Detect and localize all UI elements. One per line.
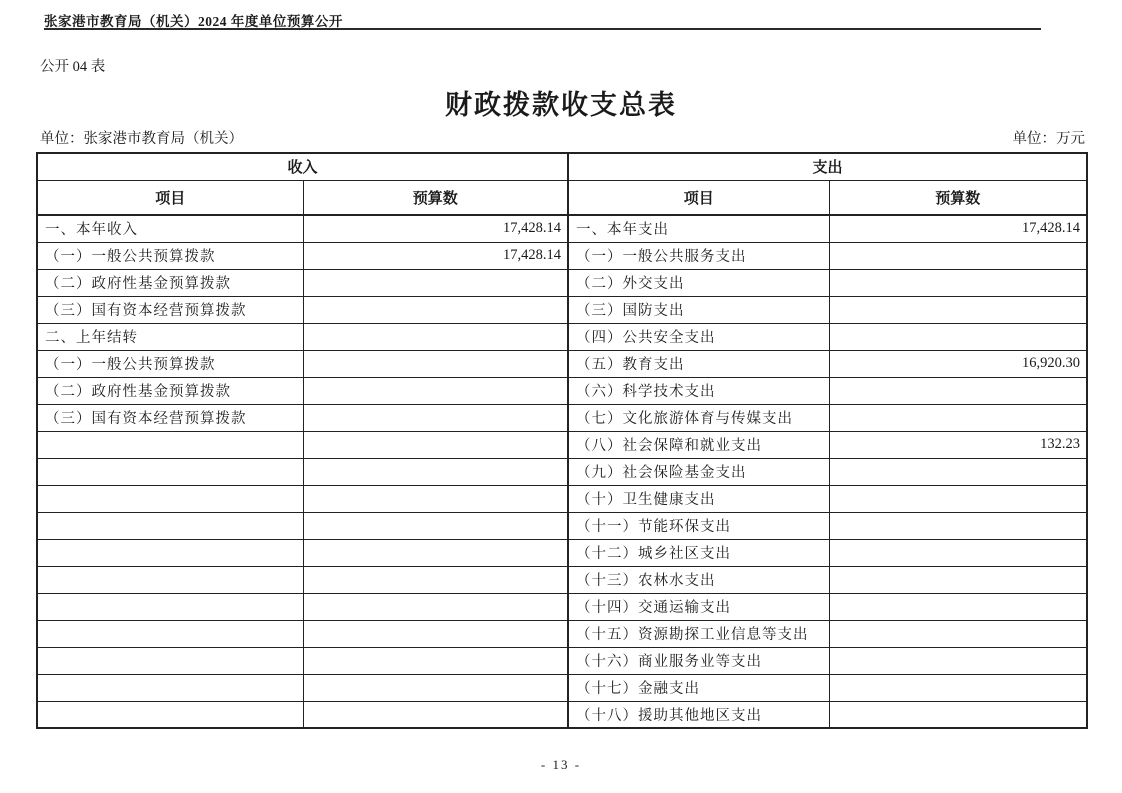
expense-budget-cell [829, 539, 1087, 566]
expense-budget-cell [829, 566, 1087, 593]
income-item-cell [37, 458, 303, 485]
income-item-cell: （三）国有资本经营预算拨款 [37, 296, 303, 323]
expense-item-cell: （三）国防支出 [568, 296, 829, 323]
expense-budget-cell [829, 701, 1087, 728]
income-item-cell: （三）国有资本经营预算拨款 [37, 404, 303, 431]
table-row [37, 647, 1087, 674]
income-budget-cell: 17,428.14 [303, 215, 568, 242]
income-budget-cell [303, 323, 568, 350]
expense-item-cell: （五）教育支出 [568, 350, 829, 377]
income-budget-cell [303, 566, 568, 593]
table-row [37, 242, 1087, 269]
expense-budget-cell [829, 512, 1087, 539]
table-row [37, 593, 1087, 620]
income-budget-cell [303, 620, 568, 647]
expense-item-cell: 一、本年支出 [568, 215, 829, 242]
expense-item-cell: （七）文化旅游体育与传媒支出 [568, 404, 829, 431]
expense-budget-cell [829, 458, 1087, 485]
expense-budget-column-header: 预算数 [829, 180, 1087, 215]
expense-item-cell: （十）卫生健康支出 [568, 485, 829, 512]
table-row [37, 269, 1087, 296]
income-item-cell: （一）一般公共预算拨款 [37, 242, 303, 269]
table-row [37, 566, 1087, 593]
income-budget-cell [303, 431, 568, 458]
income-item-cell [37, 512, 303, 539]
expense-item-cell: （十三）农林水支出 [568, 566, 829, 593]
income-budget-cell [303, 458, 568, 485]
expense-budget-cell [829, 647, 1087, 674]
income-budget-cell [303, 701, 568, 728]
income-budget-cell [303, 539, 568, 566]
table-row [37, 701, 1087, 728]
expense-budget-cell: 17,428.14 [829, 215, 1087, 242]
income-item-cell [37, 566, 303, 593]
income-item-cell: （二）政府性基金预算拨款 [37, 269, 303, 296]
page-title: 财政拨款收支总表 [445, 90, 677, 120]
table-row [37, 377, 1087, 404]
table-body [37, 215, 1087, 728]
income-budget-cell [303, 647, 568, 674]
expense-budget-cell [829, 674, 1087, 701]
expense-item-cell: （八）社会保障和就业支出 [568, 431, 829, 458]
table-row [37, 431, 1087, 458]
unit-currency-label: 单位：万元 [1012, 131, 1085, 147]
expense-item-cell: （二）外交支出 [568, 269, 829, 296]
expense-budget-cell [829, 404, 1087, 431]
income-item-cell: 二、上年结转 [37, 323, 303, 350]
income-budget-cell [303, 593, 568, 620]
expense-budget-cell [829, 485, 1087, 512]
budget-table-head [37, 153, 1087, 215]
income-budget-cell [303, 674, 568, 701]
income-item-cell [37, 539, 303, 566]
income-item-cell: 一、本年收入 [37, 215, 303, 242]
income-section-header: 收入 [37, 153, 568, 180]
table-row [37, 512, 1087, 539]
expense-budget-cell [829, 242, 1087, 269]
expense-item-cell: （九）社会保险基金支出 [568, 458, 829, 485]
income-budget-cell [303, 485, 568, 512]
income-budget-cell [303, 269, 568, 296]
income-item-cell [37, 593, 303, 620]
budget-table [36, 152, 1088, 729]
income-item-cell [37, 674, 303, 701]
income-budget-cell [303, 404, 568, 431]
document-header-text: 张家港市教育局（机关）2024 年度单位预算公开 [44, 14, 343, 29]
income-budget-cell [303, 377, 568, 404]
income-budget-cell [303, 512, 568, 539]
table-row [37, 350, 1087, 377]
unit-line [40, 127, 1085, 148]
income-item-cell: （二）政府性基金预算拨款 [37, 377, 303, 404]
income-item-cell: （一）一般公共预算拨款 [37, 350, 303, 377]
income-item-cell [37, 620, 303, 647]
expense-budget-cell: 132.23 [829, 431, 1087, 458]
expense-budget-cell [829, 593, 1087, 620]
income-budget-cell [303, 350, 568, 377]
table-row [37, 674, 1087, 701]
income-budget-cell [303, 296, 568, 323]
expense-item-cell: （十一）节能环保支出 [568, 512, 829, 539]
table-row [37, 404, 1087, 431]
expense-budget-cell [829, 377, 1087, 404]
expense-item-cell: （四）公共安全支出 [568, 323, 829, 350]
income-item-cell [37, 485, 303, 512]
expense-item-cell: （六）科学技术支出 [568, 377, 829, 404]
expense-budget-cell [829, 296, 1087, 323]
income-budget-column-header: 预算数 [303, 180, 568, 215]
expense-budget-cell [829, 269, 1087, 296]
expense-budget-cell [829, 323, 1087, 350]
page-number: - 13 - [540, 757, 582, 772]
table-row [37, 296, 1087, 323]
column-header-row [37, 180, 1087, 215]
expense-item-cell: （十五）资源勘探工业信息等支出 [568, 620, 829, 647]
expense-budget-cell: 16,920.30 [829, 350, 1087, 377]
income-item-cell [37, 647, 303, 674]
expense-item-column-header: 项目 [568, 180, 829, 215]
income-item-cell [37, 701, 303, 728]
unit-name-label: 单位：张家港市教育局（机关） [40, 131, 243, 147]
table-row [37, 323, 1087, 350]
table-row [37, 539, 1087, 566]
expense-item-cell: （十四）交通运输支出 [568, 593, 829, 620]
header-rule [44, 28, 1041, 30]
table-number-label: 公开 04 表 [40, 59, 106, 75]
expense-budget-cell [829, 620, 1087, 647]
expense-item-cell: （十七）金融支出 [568, 674, 829, 701]
table-row [37, 620, 1087, 647]
expense-section-header: 支出 [568, 153, 1087, 180]
table-row [37, 485, 1087, 512]
expense-item-cell: （十八）援助其他地区支出 [568, 701, 829, 728]
section-header-row [37, 153, 1087, 180]
income-budget-cell: 17,428.14 [303, 242, 568, 269]
table-row [37, 215, 1087, 242]
income-item-column-header: 项目 [37, 180, 303, 215]
income-item-cell [37, 431, 303, 458]
table-row [37, 458, 1087, 485]
expense-item-cell: （十二）城乡社区支出 [568, 539, 829, 566]
expense-item-cell: （十六）商业服务业等支出 [568, 647, 829, 674]
expense-item-cell: （一）一般公共服务支出 [568, 242, 829, 269]
